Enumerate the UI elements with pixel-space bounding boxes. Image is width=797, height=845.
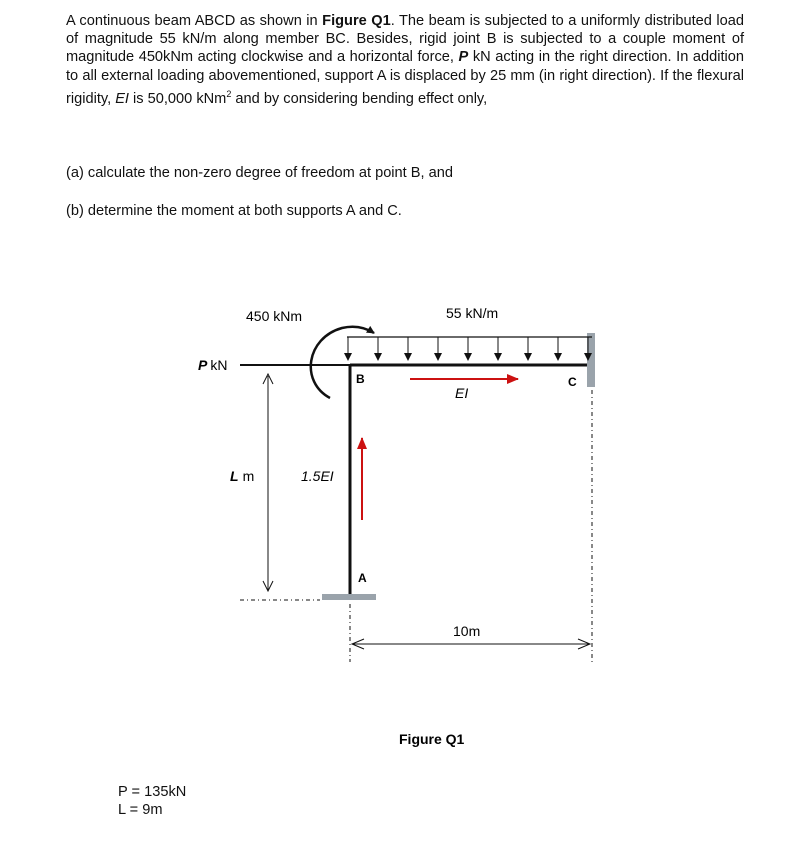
udl-arrows — [348, 337, 588, 360]
given-values — [118, 783, 186, 819]
node-a-label: A — [358, 571, 367, 585]
given-p: P = 135kN — [118, 784, 187, 800]
span-label: 10m — [453, 623, 481, 639]
problem-statement: A continuous beam ABCD as shown in Figure Q1. The beam is subjected to a uniformly distributed load of magnitude 55 kN/m along member BC. Besides, rigid joint B is subjected to a couple moment of magnitude 450kNm acting clockwise and a horizontal force, P kN acting in the right direction. In addition to all external loading abovementioned, support A is displaced by 25 mm (in right direction). If the flexural rigidity, EI is 50,000 kNm$^2$ and by considering bending effect only, — [66, 13, 744, 107]
question-a: (a) calculate the non-zero degree of freedom at point B, and — [66, 165, 453, 181]
support-a — [322, 594, 376, 600]
node-b-label: B — [356, 372, 365, 386]
node-c-label: C — [568, 375, 577, 389]
force-label: P kN — [198, 357, 228, 373]
figure-reference: Figure Q1 — [322, 13, 391, 29]
height-label: L m — [230, 468, 255, 484]
figure-caption: Figure Q1 — [399, 731, 465, 747]
beam-ei-label: EI — [455, 385, 469, 401]
column-ei-label: 1.5EI — [301, 468, 334, 484]
moment-label: 450 kNm — [246, 308, 303, 324]
question-b: (b) determine the moment at both supports A and C. — [66, 203, 402, 219]
given-l: L = 9m — [118, 802, 163, 818]
udl-label: 55 kN/m — [446, 305, 499, 321]
